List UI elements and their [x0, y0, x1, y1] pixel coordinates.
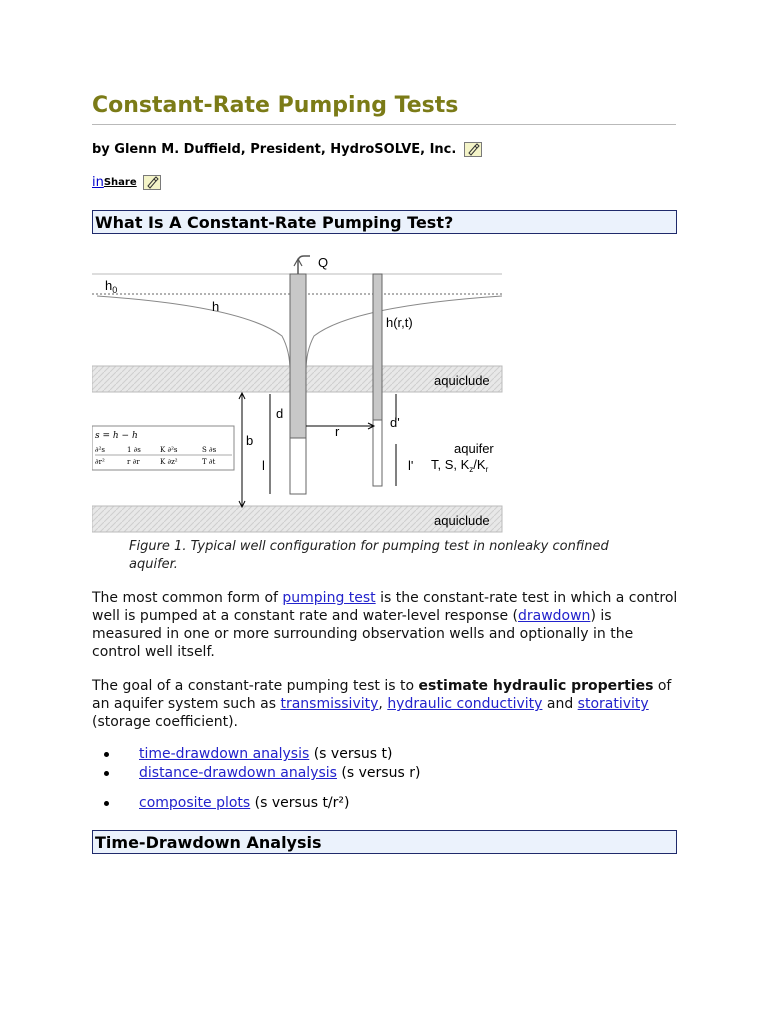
byline [92, 142, 482, 157]
svg-text:K ∂²s: K ∂²s [160, 446, 178, 454]
flow-equation [92, 426, 234, 470]
transmissivity-link[interactable]: transmissivity [280, 696, 379, 712]
linkedin-share[interactable] [92, 175, 161, 190]
hydraulic-conductivity-link[interactable]: hydraulic conductivity [387, 696, 543, 712]
popup-note-icon[interactable] [464, 142, 482, 157]
drawdown-link[interactable]: drawdown [517, 608, 591, 624]
title-divider [92, 124, 676, 125]
label-l: l [262, 458, 265, 473]
control-well-screen [290, 438, 306, 494]
composite-plots-link[interactable]: composite plots [139, 795, 251, 811]
svg-text:s = h − h: s = h − h [95, 431, 138, 441]
svg-text:T, S, Kz/Kr: T, S, $K_z/K_r$ [431, 457, 489, 474]
observation-well-screen [373, 420, 382, 486]
drawdown-curve-left [97, 296, 290, 371]
label-d-prime: d' [390, 415, 400, 430]
label-h: h [212, 299, 220, 314]
label-h-r-t: h(r,t) [386, 315, 413, 330]
svg-text:S ∂s: S ∂s [202, 446, 217, 454]
svg-text:K ∂z²: K ∂z² [160, 458, 178, 466]
label-aquifer: aquifer [454, 441, 494, 456]
popup-note-icon[interactable] [143, 175, 161, 190]
linkedin-in-link[interactable]: in [92, 175, 104, 190]
pumping-test-link[interactable]: pumping test [282, 590, 376, 606]
label-aquiclude-bottom: aquiclude [434, 513, 490, 528]
svg-text:1 ∂s: 1 ∂s [127, 446, 141, 454]
goal-paragraph: The goal of a constant-rate pumping test is to estimate hydraulic properties of an aquifer system such as transmissivity, hydraulic conductivity and storativity (storage coefficient). [92, 678, 672, 730]
label-h0-subscript: 0 [112, 285, 118, 295]
label-params: T, S, K [431, 457, 470, 472]
observation-well-casing [373, 274, 382, 420]
label-l-prime: l' [408, 458, 414, 473]
control-well-casing [290, 274, 306, 438]
svg-text:r ∂r: r ∂r [127, 458, 140, 466]
figure-caption: Figure 1. Typical well configuration for pumping test in nonleaky confined aquifer. [129, 539, 609, 572]
label-r: r [335, 424, 340, 439]
page-title: Constant-Rate Pumping Tests [92, 93, 459, 118]
svg-text:h0 [105, 278, 117, 295]
byline-text: by Glenn M. Duffield, President, HydroSOLVE, Inc. [92, 142, 457, 157]
well-configuration-figure [92, 246, 512, 536]
storativity-link[interactable]: storativity [577, 696, 649, 712]
label-h0: h [105, 278, 113, 293]
time-drawdown-link[interactable]: time-drawdown analysis [139, 746, 310, 762]
svg-text:∂²s: ∂²s [95, 446, 106, 454]
distance-drawdown-link[interactable]: distance-drawdown analysis [139, 765, 337, 781]
discharge-arrow [298, 256, 310, 274]
svg-text:T ∂t: T ∂t [202, 458, 216, 466]
drawdown-curve-right [306, 296, 502, 371]
svg-text:∂r²: ∂r² [95, 458, 105, 466]
share-link[interactable]: Share [103, 177, 137, 188]
label-d: d [276, 406, 284, 421]
label-q: Q [318, 255, 329, 270]
label-b: b [246, 433, 254, 448]
section-heading-time-drawdown: Time-Drawdown Analysis [92, 830, 677, 854]
intro-paragraph: The most common form of pumping test is the constant-rate test in which a control well is pumped at a constant rate and water-level response (drawdown) is measured in one or more surrounding observation wells and optionally in the control well itself. [92, 590, 678, 660]
section-heading-what-is: What Is A Constant-Rate Pumping Test? [92, 210, 677, 234]
label-aquiclude-top: aquiclude [434, 373, 490, 388]
